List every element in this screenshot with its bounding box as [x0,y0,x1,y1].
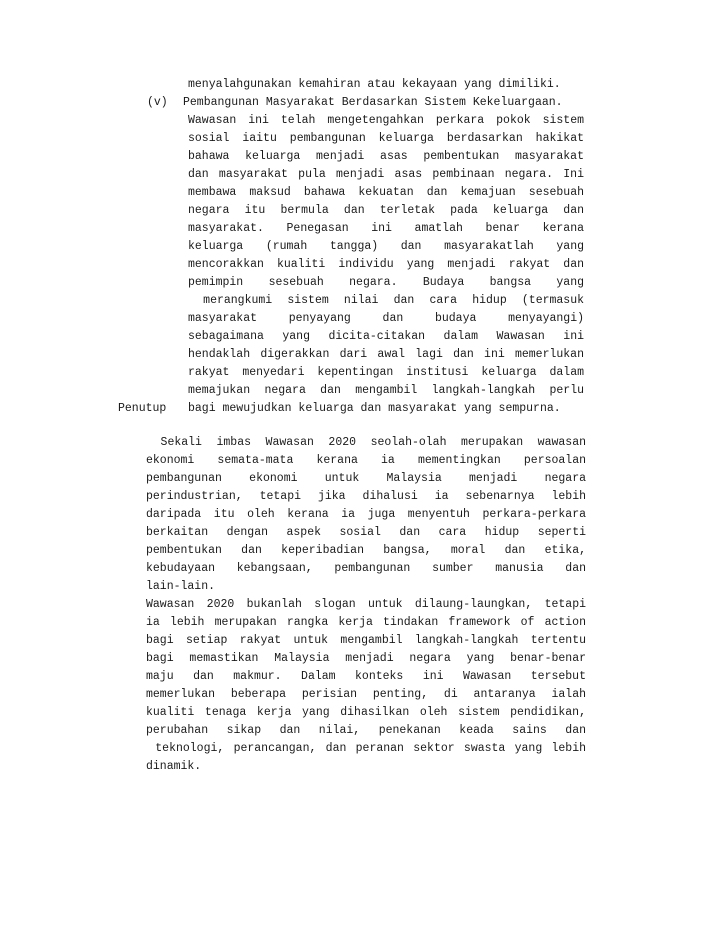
item-body-line: sebagaimana yang dicita-citakan dalam Wawasan ini [188,330,584,343]
paragraph-line: bagi memastikan Malaysia menjadi negara yang benar-benar [146,652,586,665]
item-body-line: pemimpin sesebuah negara. Budaya bangsa yang [188,276,584,289]
item-body-line: masyarakat penyayang dan budaya menyayangi) [188,312,584,325]
paragraph-line: lain-lain. [146,580,216,593]
item-body-line: bahawa keluarga menjadi asas pembentukan masyarakat [188,150,584,163]
item-body-line: negara itu bermula dan terletak pada keluarga dan [188,204,584,217]
list-item-heading: Pembangunan Masyarakat Berdasarkan Sistem Kekeluargaan. [183,96,563,109]
item-body-line: sosial iaitu pembangunan keluarga berdasarkan hakikat [188,132,584,145]
item-body-line: Wawasan ini telah mengetengahkan perkara pokok sistem [188,114,584,127]
paragraph-line: perindustrian, tetapi jika dihalusi ia sebenarnya lebih [146,490,586,503]
paragraph-line: ekonomi semata-mata kerana ia mementingkan persoalan [146,454,586,467]
paragraph-line: pembangunan ekonomi untuk Malaysia menjadi negara [146,472,586,485]
paragraph-line: memerlukan beberapa perisian penting, di antaranya ialah [146,688,586,701]
paragraph-line: Sekali imbas Wawasan 2020 seolah-olah merupakan wawasan [146,436,586,449]
paragraph-line: teknologi, perancangan, dan peranan sektor swasta yang lebih [146,742,586,755]
paragraph-line: dinamik. [146,760,202,773]
paragraph-line: perubahan sikap dan nilai, penekanan keada sains dan [146,724,586,737]
previous-item-tail: menyalahgunakan kemahiran atau kekayaan yang dimiliki. [188,78,561,91]
list-item-marker: (v) [147,96,168,109]
paragraph-line: kualiti tenaga kerja yang dihasilkan oleh sistem pendidikan, [146,706,586,719]
paragraph-line: bagi setiap rakyat untuk mengambil langkah-langkah tertentu [146,634,586,647]
paragraph-line: pembentukan dan keperibadian bangsa, moral dan etika, [146,544,586,557]
paragraph-line: daripada itu oleh kerana ia juga menyentuh perkara-perkara [146,508,586,521]
item-body-line: memajukan negara dan mengambil langkah-langkah perlu [188,384,584,397]
paragraph-line: ia lebih merupakan rangka kerja tindakan framework of action [146,616,586,629]
paragraph-line: kebudayaan kebangsaan, pembangunan sumber manusia dan [146,562,586,575]
section-heading: Penutup [118,402,167,415]
item-body-line: hendaklah digerakkan dari awal lagi dan ini memerlukan [188,348,584,361]
paragraph-line: berkaitan dengan aspek sosial dan cara hidup seperti [146,526,586,539]
paragraph-line: Wawasan 2020 bukanlah slogan untuk dilaung-laungkan, tetapi [146,598,586,611]
item-body-line: masyarakat. Penegasan ini amatlah benar kerana [188,222,584,235]
item-body-line: dan masyarakat pula menjadi asas pembinaan negara. Ini [188,168,584,181]
item-body-line: mencorakkan kualiti individu yang menjadi rakyat dan [188,258,584,271]
item-body-line: bagi mewujudkan keluarga dan masyarakat yang sempurna. [188,402,561,415]
item-body-line: merangkumi sistem nilai dan cara hidup (termasuk [188,294,584,307]
item-body-line: rakyat menyedari kepentingan institusi keluarga dalam [188,366,584,379]
item-body-line: membawa maksud bahawa kekuatan dan kemajuan sesebuah [188,186,584,199]
paragraph-line: maju dan makmur. Dalam konteks ini Wawasan tersebut [146,670,586,683]
item-body-line: keluarga (rumah tangga) dan masyarakatlah yang [188,240,584,253]
